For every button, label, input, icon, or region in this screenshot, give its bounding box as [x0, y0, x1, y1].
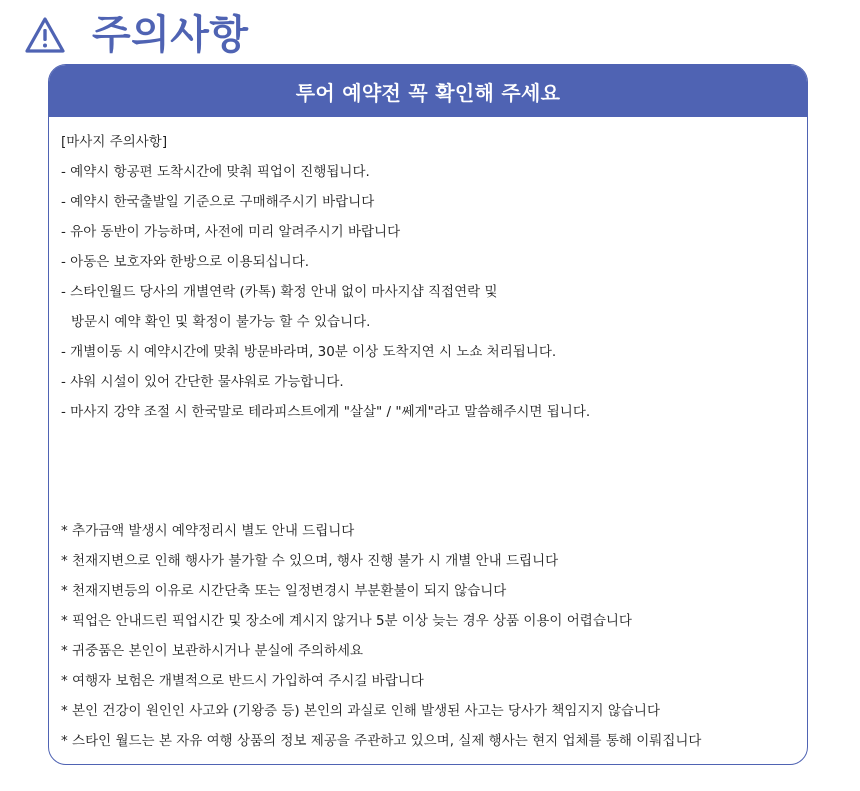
warning-triangle-icon	[24, 15, 66, 55]
massage-notice-item: - 예약시 항공편 도착시간에 맞춰 픽업이 진행됩니다.	[61, 164, 370, 180]
massage-notice-item: - 스타인월드 당사의 개별연락 (카톡) 확정 안내 없이 마사지샵 직접연락 및	[61, 284, 498, 300]
massage-notice-item: - 개별이동 시 예약시간에 맞춰 방문바라며, 30분 이상 도착지연 시 노쇼 처리됩니다.	[61, 344, 557, 360]
notice-banner	[49, 65, 807, 117]
massage-notice-item: - 유아 동반이 가능하며, 사전에 미리 알려주시기 바랍니다	[61, 224, 401, 240]
massage-notice-item: - 마사지 강약 조절 시 한국말로 테라피스트에게 "살살" / "쎄게"라고 말씀해주시면 됩니다.	[61, 404, 591, 420]
massage-notice-item: - 아동은 보호자와 한방으로 이용되십니다.	[61, 254, 310, 270]
caution-item: * 스타인 월드는 본 자유 여행 상품의 정보 제공을 주관하고 있으며, 실제 행사는 현지 업체를 통해 이뤄집니다	[61, 733, 702, 749]
notice-box	[48, 64, 808, 765]
caution-item: * 귀중품은 본인이 보관하시거나 분실에 주의하세요	[61, 643, 364, 659]
page-header	[24, 12, 249, 58]
massage-notice-item: - 샤워 시설이 있어 간단한 물샤워로 가능합니다.	[61, 374, 344, 390]
massage-notice-list	[61, 127, 795, 427]
massage-notice-heading: [마사지 주의사항]	[61, 134, 168, 150]
page-title: 주의사항	[92, 12, 249, 58]
caution-item: * 천재지변으로 인해 행사가 불가할 수 있으며, 행사 진행 불가 시 개별 안내 드립니다	[61, 553, 559, 569]
general-caution-list	[61, 516, 795, 756]
banner-text: 투어 예약전 꼭 확인해 주세요	[295, 80, 561, 105]
caution-item: * 픽업은 안내드린 픽업시간 및 장소에 계시지 않거나 5분 이상 늦는 경우 상품 이용이 어렵습니다	[61, 613, 632, 629]
massage-notice-item-continued: 방문시 예약 확인 및 확정이 불가능 할 수 있습니다.	[71, 314, 371, 330]
caution-item: * 천재지변등의 이유로 시간단축 또는 일정변경시 부분환불이 되지 않습니다	[61, 583, 507, 599]
massage-notice-item: - 예약시 한국출발일 기준으로 구매해주시기 바랍니다	[61, 194, 375, 210]
caution-item: * 본인 건강이 원인인 사고와 (기왕증 등) 본인의 과실로 인해 발생된 사고는 당사가 책임지지 않습니다	[61, 703, 661, 719]
caution-item: * 추가금액 발생시 예약정리시 별도 안내 드립니다	[61, 523, 355, 539]
caution-item: * 여행자 보험은 개별적으로 반드시 가입하여 주시길 바랍니다	[61, 673, 424, 689]
